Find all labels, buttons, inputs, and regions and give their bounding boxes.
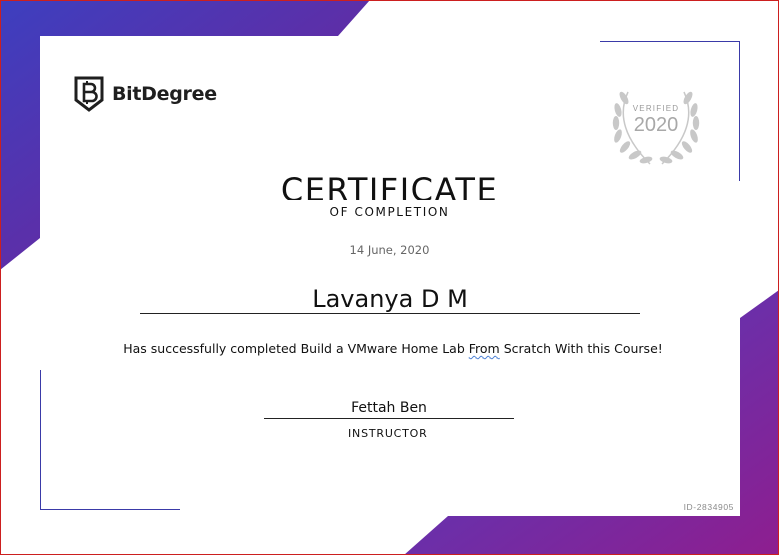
instructor-label: INSTRUCTOR xyxy=(348,427,428,438)
seal-label: VERIFIED xyxy=(632,104,680,113)
bitdegree-shield-icon xyxy=(74,76,104,112)
accent-line-bottom xyxy=(40,509,180,510)
accent-line-left xyxy=(40,370,41,510)
statement-part-2: Scratch With this Course! xyxy=(499,341,663,356)
certificate-id: ID-2834905 xyxy=(683,502,734,512)
certificate-subtitle: OF COMPLETION xyxy=(329,205,450,219)
accent-line-top xyxy=(600,41,740,42)
accent-line-right xyxy=(739,41,740,181)
certificate-title: CERTIFICATE xyxy=(280,171,499,200)
statement-part-1: Has successfully completed Build a VMware Home Lab xyxy=(123,341,469,356)
instructor-name: Fettah Ben xyxy=(264,399,514,419)
completion-statement xyxy=(96,340,690,357)
brand-name: BitDegree xyxy=(112,83,217,105)
seal-year: 2020 xyxy=(633,114,679,136)
brand-logo xyxy=(74,76,217,112)
statement-flagged-word: From xyxy=(468,341,500,356)
recipient-name: Lavanya D M xyxy=(140,285,640,314)
certificate-date: 14 June, 2020 xyxy=(349,243,430,257)
verified-seal xyxy=(606,78,706,170)
